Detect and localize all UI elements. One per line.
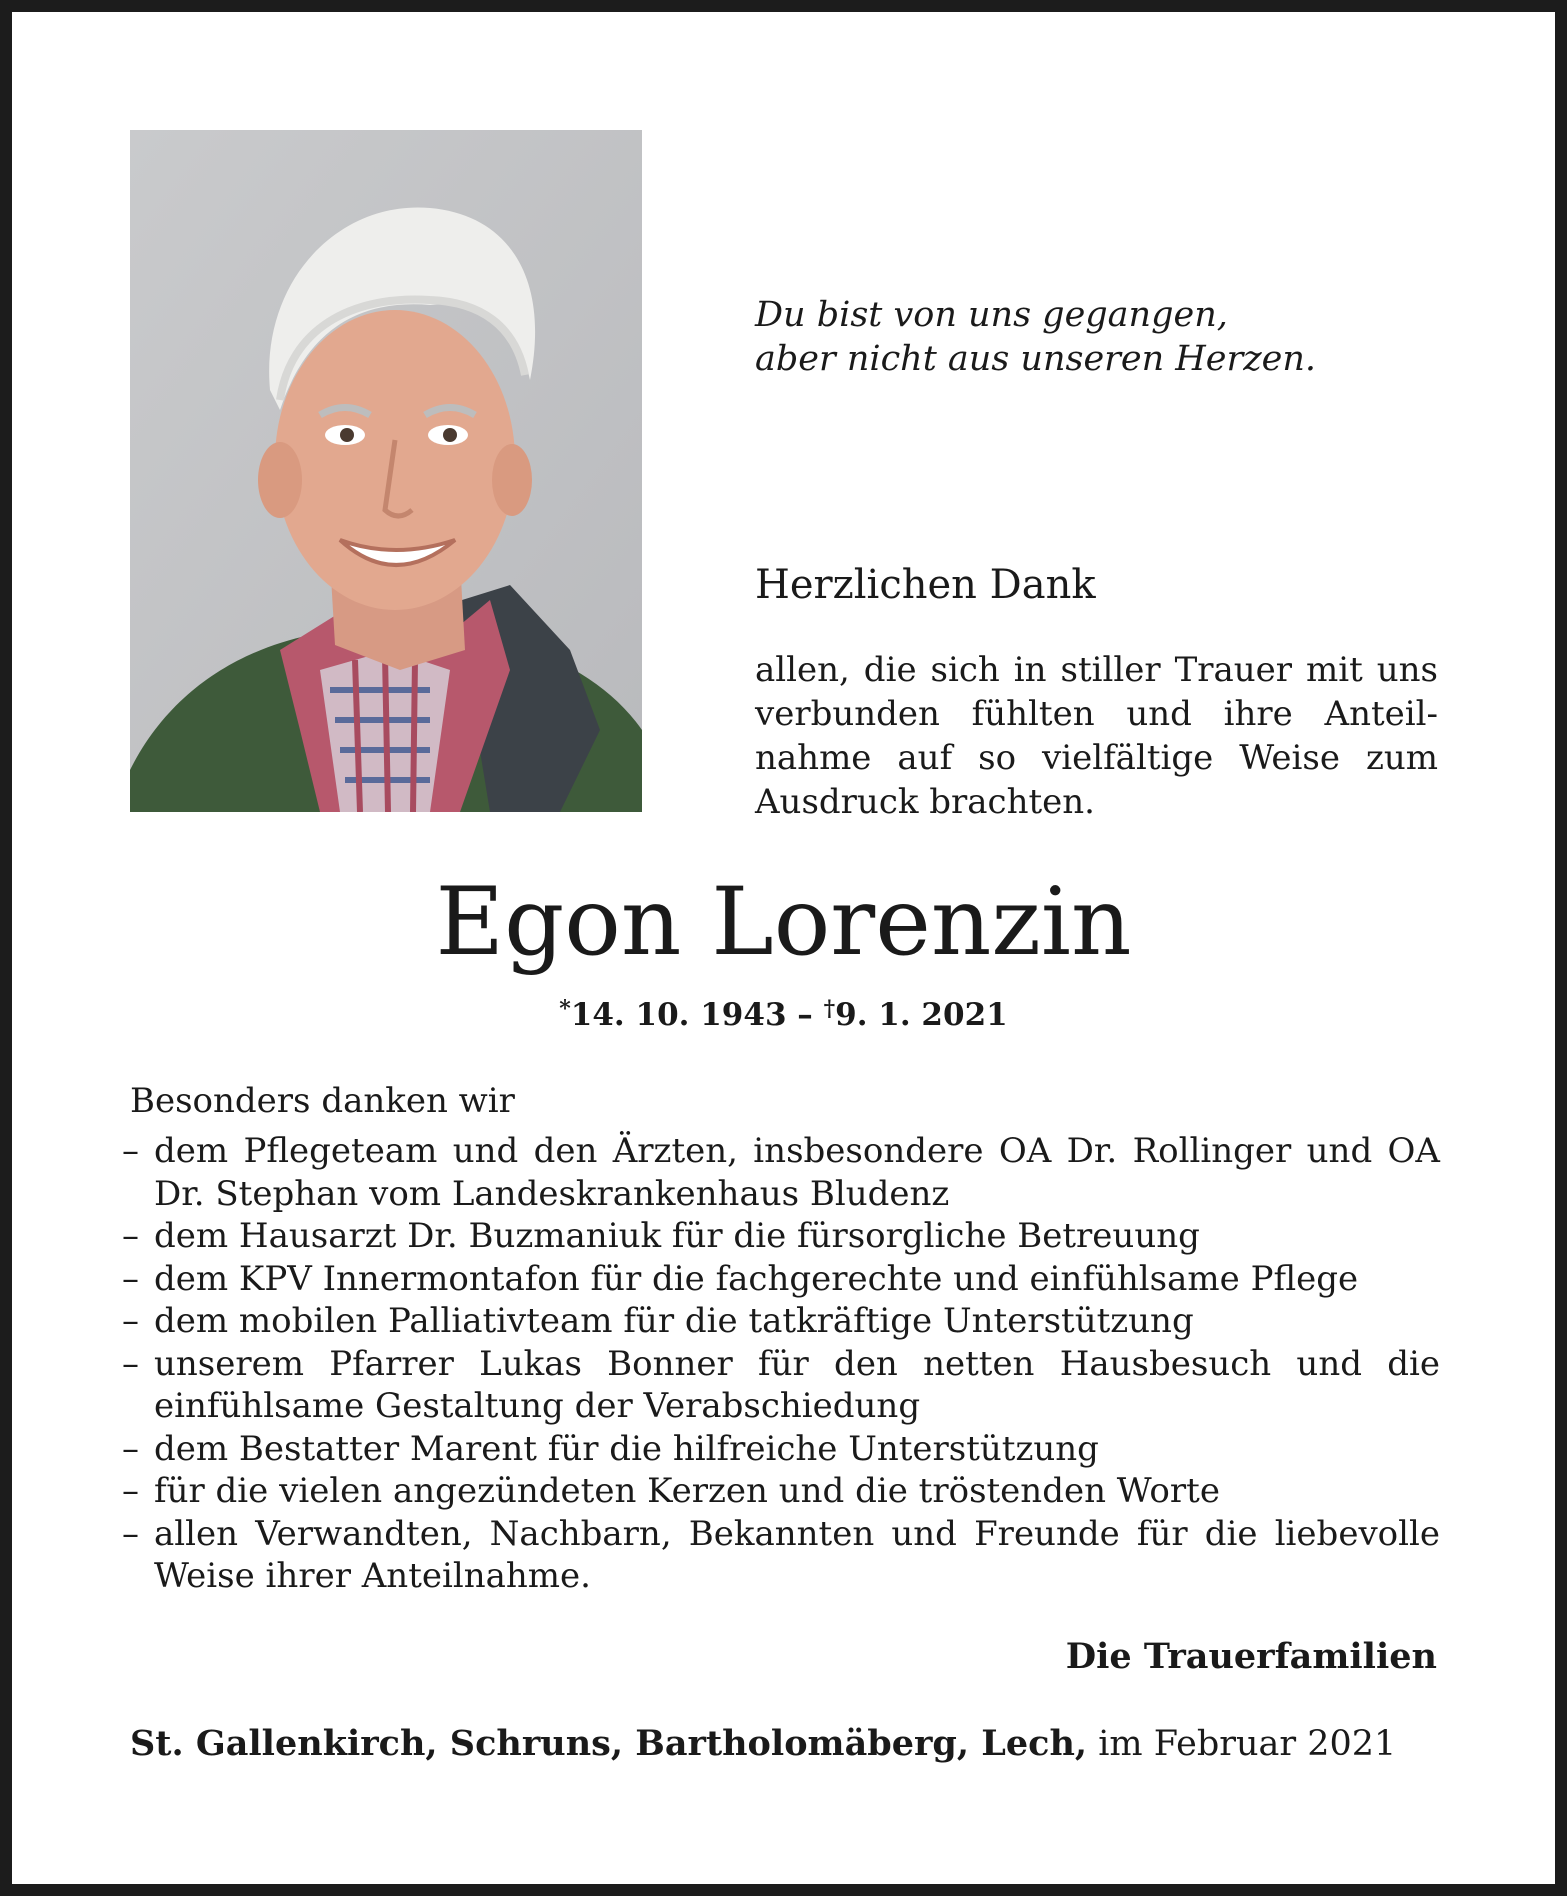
list-item: – dem Bestatter Marent für die hilfreiche Unterstützung bbox=[122, 1428, 1440, 1471]
list-item: – dem mobilen Palliativteam für die tatkräftige Unterstützung bbox=[122, 1300, 1440, 1343]
list-item: – dem Hausarzt Dr. Buzmaniuk für die fürsorgliche Betreuung bbox=[122, 1215, 1440, 1258]
deceased-name: Egon Lorenzin bbox=[435, 868, 1132, 977]
birth-date: 14. 10. 1943 bbox=[570, 997, 787, 1033]
death-date: 9. 1. 2021 bbox=[835, 997, 1008, 1033]
quote bbox=[755, 293, 1455, 381]
footer-places: St. Gallenkirch, Schruns, Bartholomäberg, Lech, bbox=[130, 1723, 1088, 1764]
date-separator: – bbox=[786, 997, 824, 1033]
footer-date: im Februar 2021 bbox=[1087, 1724, 1397, 1764]
list-item: – unserem Pfarrer Lukas Bonner für den netten Hausbesuch und die einfühlsame Gestaltung der Verabschiedung bbox=[122, 1343, 1440, 1428]
list-item: – dem Pflegeteam und den Ärzten, insbesondere OA Dr. Rollinger und OA Dr. Stephan vom Landeskrankenhaus Bludenz bbox=[122, 1130, 1440, 1215]
footer-place-date bbox=[130, 1722, 1396, 1766]
list-item: – für die vielen angezündeten Kerzen und die tröstenden Worte bbox=[122, 1470, 1440, 1513]
thanks-heading: Herzlichen Dank bbox=[755, 562, 1096, 608]
list-item: – dem KPV Innermontafon für die fachgerechte und einfühlsame Pflege bbox=[122, 1258, 1440, 1301]
signature: Die Trauerfamilien bbox=[1065, 1636, 1437, 1677]
thanks-text: allen, die sich in stiller Trauer mit uns verbunden fühlten und ihre Anteilnahme auf so vielfältige Weise zum Ausdruck brachten. bbox=[755, 650, 1438, 822]
special-thanks-intro: Besonders danken wir bbox=[130, 1081, 515, 1121]
death-symbol: † bbox=[823, 996, 836, 1022]
portrait-photo bbox=[130, 130, 642, 812]
list-item: – allen Verwandten, Nachbarn, Bekannten und Freunde für die liebevolle Weise ihrer Anteilnahme. bbox=[122, 1513, 1440, 1598]
quote-line-2: aber nicht aus unseren Herzen. bbox=[755, 339, 1317, 379]
special-thanks-list bbox=[122, 1130, 1440, 1598]
life-dates bbox=[0, 995, 1567, 1035]
birth-symbol: * bbox=[559, 996, 571, 1022]
quote-line-1: Du bist von uns gegangen, bbox=[755, 295, 1228, 335]
